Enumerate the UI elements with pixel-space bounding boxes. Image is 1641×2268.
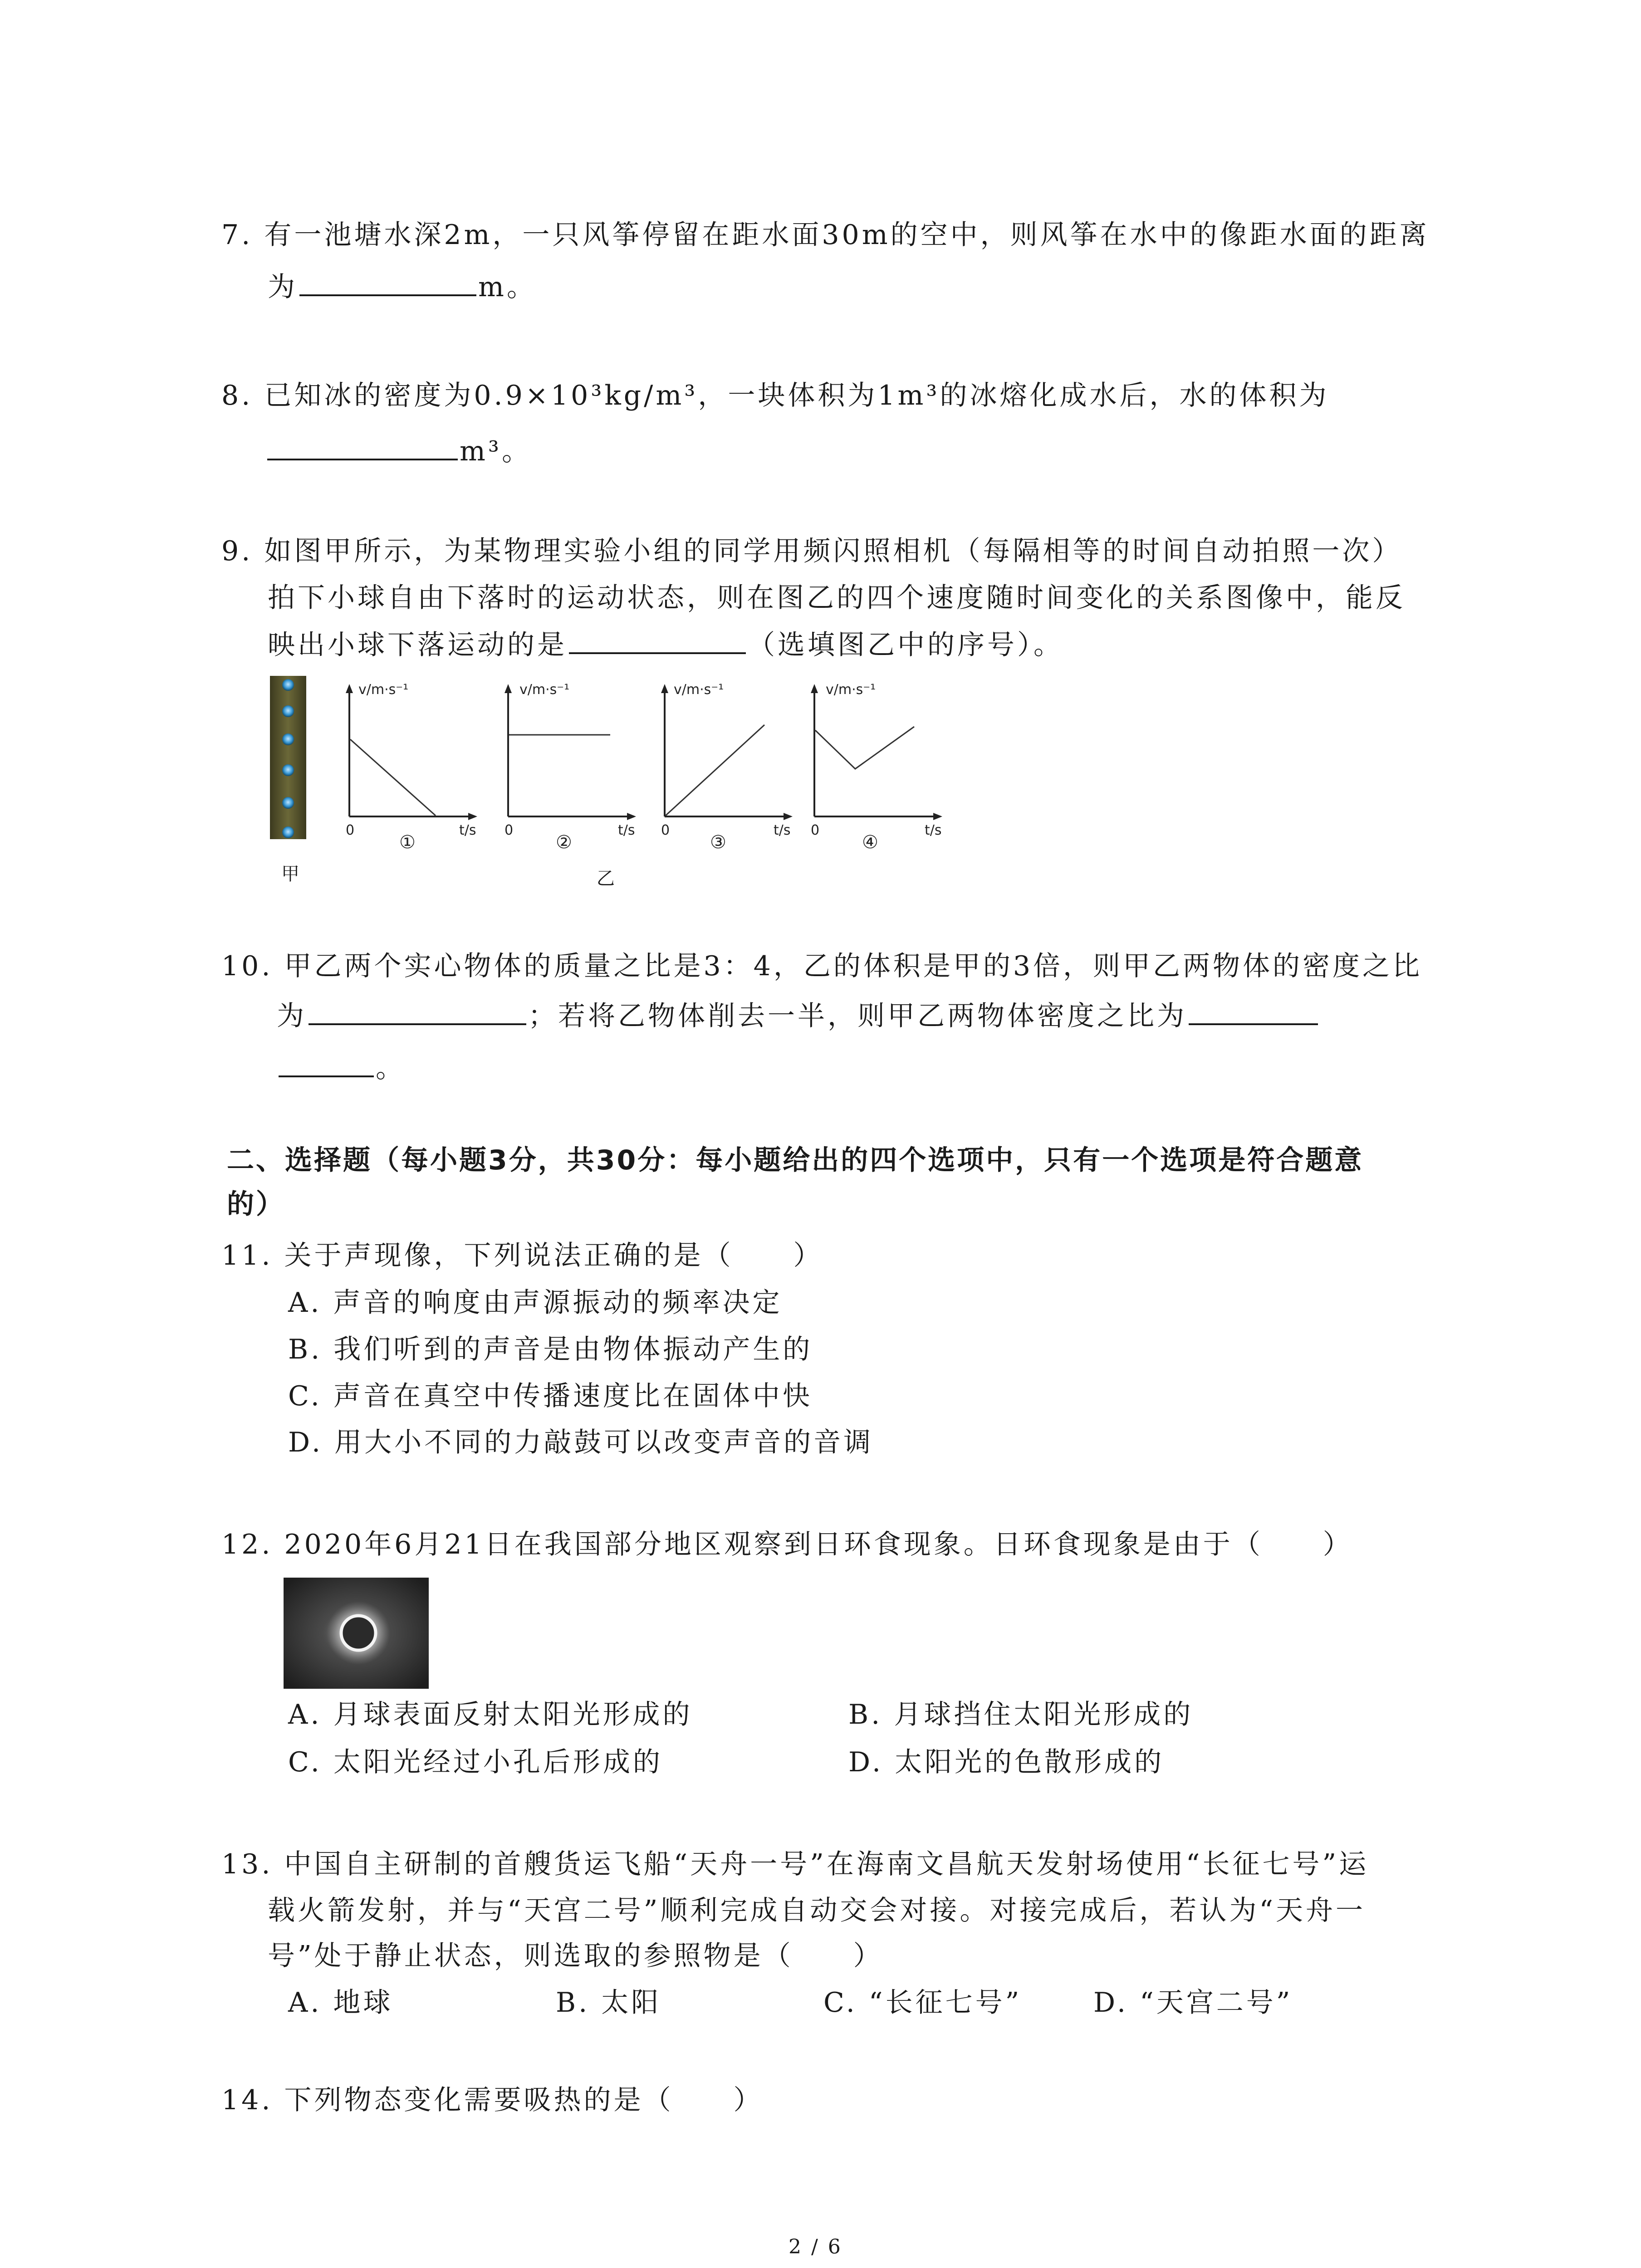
ball-6 xyxy=(282,826,294,838)
q10-line1: 10. 甲乙两个实心物体的质量之比是3：4，乙的体积是甲的3倍，则甲乙两物体的密度之比 xyxy=(221,950,1423,982)
q10-answer-blank-2b[interactable] xyxy=(279,1073,374,1077)
graph-1-id: ① xyxy=(399,832,416,853)
ball-1 xyxy=(282,679,294,691)
svg-text:t/s: t/s xyxy=(774,822,791,838)
q13-option-b[interactable]: B. 太阳 xyxy=(556,1987,661,2019)
q11-stem: 11. 关于声现像，下列说法正确的是（ ） xyxy=(221,1240,823,1271)
q8-line2: m³。 xyxy=(265,433,532,469)
svg-text:v/m·s⁻¹: v/m·s⁻¹ xyxy=(358,682,409,698)
q10-line3: 。 xyxy=(277,1050,406,1086)
q13-line1: 13. 中国自主研制的首艘货运飞船“天舟一号”在海南文昌航天发射场使用“长征七号”运 xyxy=(221,1848,1369,1880)
q11-option-c[interactable]: C. 声音在真空中传播速度比在固体中快 xyxy=(288,1380,813,1412)
svg-text:0: 0 xyxy=(346,822,355,838)
svg-text:0: 0 xyxy=(811,822,820,838)
q12-stem: 12. 2020年6月21日在我国部分地区观察到日环食现象。日环食现象是由于（ ） xyxy=(221,1529,1353,1560)
q12-option-a[interactable]: A. 月球表面反射太阳光形成的 xyxy=(288,1699,693,1730)
q14-stem: 14. 下列物态变化需要吸热的是（ ） xyxy=(221,2084,764,2116)
svg-text:v/m·s⁻¹: v/m·s⁻¹ xyxy=(674,682,724,698)
q13-option-a[interactable]: A. 地球 xyxy=(288,1987,393,2019)
ball-2 xyxy=(282,705,294,717)
svg-text:v/m·s⁻¹: v/m·s⁻¹ xyxy=(519,682,570,698)
annular-eclipse-photo xyxy=(284,1578,429,1689)
q7-line2: 为 m。 xyxy=(268,271,537,303)
graph-2 xyxy=(505,682,636,853)
q9-answer-blank[interactable] xyxy=(569,650,746,654)
svg-text:0: 0 xyxy=(505,822,514,838)
q13-option-c[interactable]: C. “长征七号” xyxy=(823,1987,1022,2019)
graph-1 xyxy=(346,682,477,853)
ball-4 xyxy=(282,764,294,776)
q10-line2: 为 ；若将乙物体削去一半，则甲乙两物体密度之比为 xyxy=(277,998,1320,1034)
q13-line2: 载火箭发射，并与“天宫二号”顺利完成自动交会对接。对接完成后，若认为“天舟一 xyxy=(268,1895,1366,1926)
q11-option-d[interactable]: D. 用大小不同的力敲鼓可以改变声音的音调 xyxy=(288,1427,874,1458)
svg-text:t/s: t/s xyxy=(925,822,942,838)
graph-4-id: ④ xyxy=(862,832,878,853)
q8-answer-blank[interactable] xyxy=(267,456,458,460)
svg-text:t/s: t/s xyxy=(459,822,476,838)
q7-answer-blank[interactable] xyxy=(299,292,476,296)
q9-line3: 映出小球下落运动的是 （选填图乙中的序号）。 xyxy=(268,629,1063,661)
q9-figure xyxy=(263,671,962,898)
q9-line2: 拍下小球自由下落时的运动状态，则在图乙的四个速度随时间变化的关系图像中，能反 xyxy=(268,582,1406,614)
graph-3-id: ③ xyxy=(710,832,726,853)
q11-option-b[interactable]: B. 我们听到的声音是由物体振动产生的 xyxy=(288,1334,813,1365)
q8-line1: 8. 已知冰的密度为0.9×10³kg/m³，一块体积为1m³的冰熔化成水后，水的体积为 xyxy=(221,380,1329,411)
section2-heading-line1: 二、选择题（每小题3分，共30分：每小题给出的四个选项中，只有一个选项是符合题意 xyxy=(227,1144,1364,1176)
page-number: 2 / 6 xyxy=(789,2235,843,2258)
graph-2-id: ② xyxy=(556,832,572,853)
q12-option-b[interactable]: B. 月球挡住太阳光形成的 xyxy=(848,1699,1194,1730)
q7-line1: 7. 有一池塘水深2m，一只风筝停留在距水面30m的空中，则风筝在水中的像距水面的距离 xyxy=(221,219,1430,251)
eclipse-ring xyxy=(341,1616,376,1650)
svg-text:t/s: t/s xyxy=(618,822,635,838)
section2-heading-line2: 的） xyxy=(227,1188,285,1220)
q9-line1: 9. 如图甲所示，为某物理实验小组的同学用频闪照相机（每隔相等的时间自动拍照一次） xyxy=(221,535,1402,567)
q13-line3: 号”处于静止状态，则选取的参照物是（ ） xyxy=(268,1940,883,1972)
label-yi: 乙 xyxy=(597,868,615,889)
q10-answer-blank-1[interactable] xyxy=(309,1021,526,1025)
graph-3 xyxy=(661,682,793,853)
q12-option-d[interactable]: D. 太阳光的色散形成的 xyxy=(848,1746,1165,1778)
label-jia: 甲 xyxy=(281,864,299,885)
svg-text:0: 0 xyxy=(661,822,670,838)
svg-text:v/m·s⁻¹: v/m·s⁻¹ xyxy=(826,682,876,698)
q11-option-a[interactable]: A. 声音的响度由声源振动的频率决定 xyxy=(288,1287,783,1319)
q12-option-c[interactable]: C. 太阳光经过小孔后形成的 xyxy=(288,1746,663,1778)
ball-3 xyxy=(282,733,294,745)
ball-5 xyxy=(282,797,294,809)
q10-answer-blank-2a[interactable] xyxy=(1189,1021,1318,1025)
strobe-photo xyxy=(270,676,306,839)
graph-4 xyxy=(811,682,942,853)
q13-option-d[interactable]: D. “天宫二号” xyxy=(1093,1987,1293,2019)
